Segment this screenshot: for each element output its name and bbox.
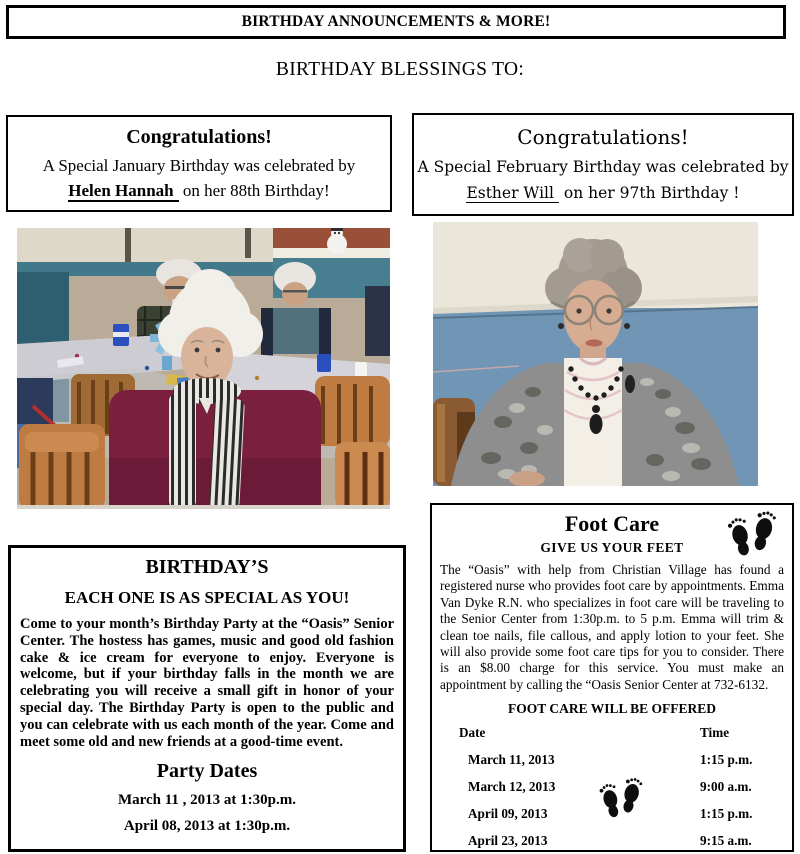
congrats-line2-rest: on her 88th Birthday! — [178, 181, 330, 200]
foot-care-title: Foot Care — [564, 511, 660, 536]
celebrant-name: Helen Hannah — [68, 181, 178, 202]
schedule-time: 1:15 p.m. — [700, 806, 753, 822]
schedule-date: March 12, 2013 — [468, 779, 556, 795]
party-date: April 08, 2013 at 1:30p.m. — [123, 818, 291, 835]
schedule-time: 9:00 a.m. — [700, 779, 752, 795]
schedule-time: 9:15 a.m. — [700, 833, 752, 849]
congrats-line1: A Special January Birthday was celebrated by — [42, 156, 356, 175]
party-dates-title: Party Dates — [156, 760, 258, 783]
birthday-box-title: BIRTHDAY’S — [145, 556, 269, 578]
congrats-february-box — [412, 113, 794, 216]
time-column-header: Time — [700, 725, 730, 741]
banner-box — [6, 5, 786, 39]
party-date: March 11 , 2013 at 1:30p.m. — [117, 792, 297, 809]
table-row — [432, 752, 792, 768]
blessings-heading: BIRTHDAY BLESSINGS TO: — [275, 59, 525, 80]
congrats-january-box — [6, 115, 392, 212]
foot-care-schedule-title: FOOT CARE WILL BE OFFERED — [507, 701, 717, 717]
congrats-line2-rest: on her 97th Birthday ! — [558, 184, 740, 202]
birthday-party-photo — [17, 228, 390, 509]
table-header-row — [432, 725, 792, 741]
congrats-title: Congratulations! — [517, 125, 689, 149]
congrats-line2 — [414, 184, 792, 202]
congrats-title: Congratulations! — [126, 126, 272, 148]
foot-care-box — [430, 503, 794, 852]
congrats-line2 — [8, 181, 390, 201]
esther-portrait-photo — [433, 222, 758, 486]
foot-care-subtitle: GIVE US YOUR FEET — [540, 540, 684, 555]
schedule-date: April 09, 2013 — [468, 806, 548, 822]
celebrant-name: Esther Will — [466, 184, 559, 203]
banner-title: BIRTHDAY ANNOUNCEMENTS & MORE! — [241, 13, 551, 30]
footprints-icon — [726, 511, 778, 559]
foot-care-body: The “Oasis” with help from Christian Village has found a registered nurse who provides foot care by appointments. Emma Van Dyke R.N. who specializes in foot care will be traveling to the Senior Center from 1:30p.m. to 5 p.m. Emma will trim & clean toe nails, file callous, and apply lotion to your feet. She will also provide some foot care tips for you to consider. There is an $8.00 charge for this service. You must make an appointment by calling the “Oasis Senior Center at 732-6132. — [440, 562, 784, 692]
birthday-party-box — [8, 545, 406, 852]
footprints-icon — [598, 777, 644, 821]
schedule-time: 1:15 p.m. — [700, 752, 753, 768]
schedule-date: March 11, 2013 — [468, 752, 555, 768]
birthday-box-body: Come to your month’s Birthday Party at the “Oasis” Senior Center. The hostess has games, music and good old fashion cake & ice cream for everyone to enjoy. Everyone is welcome, but if your birthday falls in the month we are celebrating you will receive a small gift in honor of your special day. The Birthday Party is open to the public and you can celebrate with us each month of the year. Come and meet some old and new friends at a good-time event. — [20, 616, 394, 750]
birthday-box-subtitle: EACH ONE IS AS SPECIAL AS YOU! — [64, 588, 350, 607]
congrats-line1: A Special February Birthday was celebrated by — [417, 158, 789, 176]
schedule-date: April 23, 2013 — [468, 833, 548, 849]
table-row — [432, 833, 792, 849]
date-column-header: Date — [459, 725, 486, 741]
